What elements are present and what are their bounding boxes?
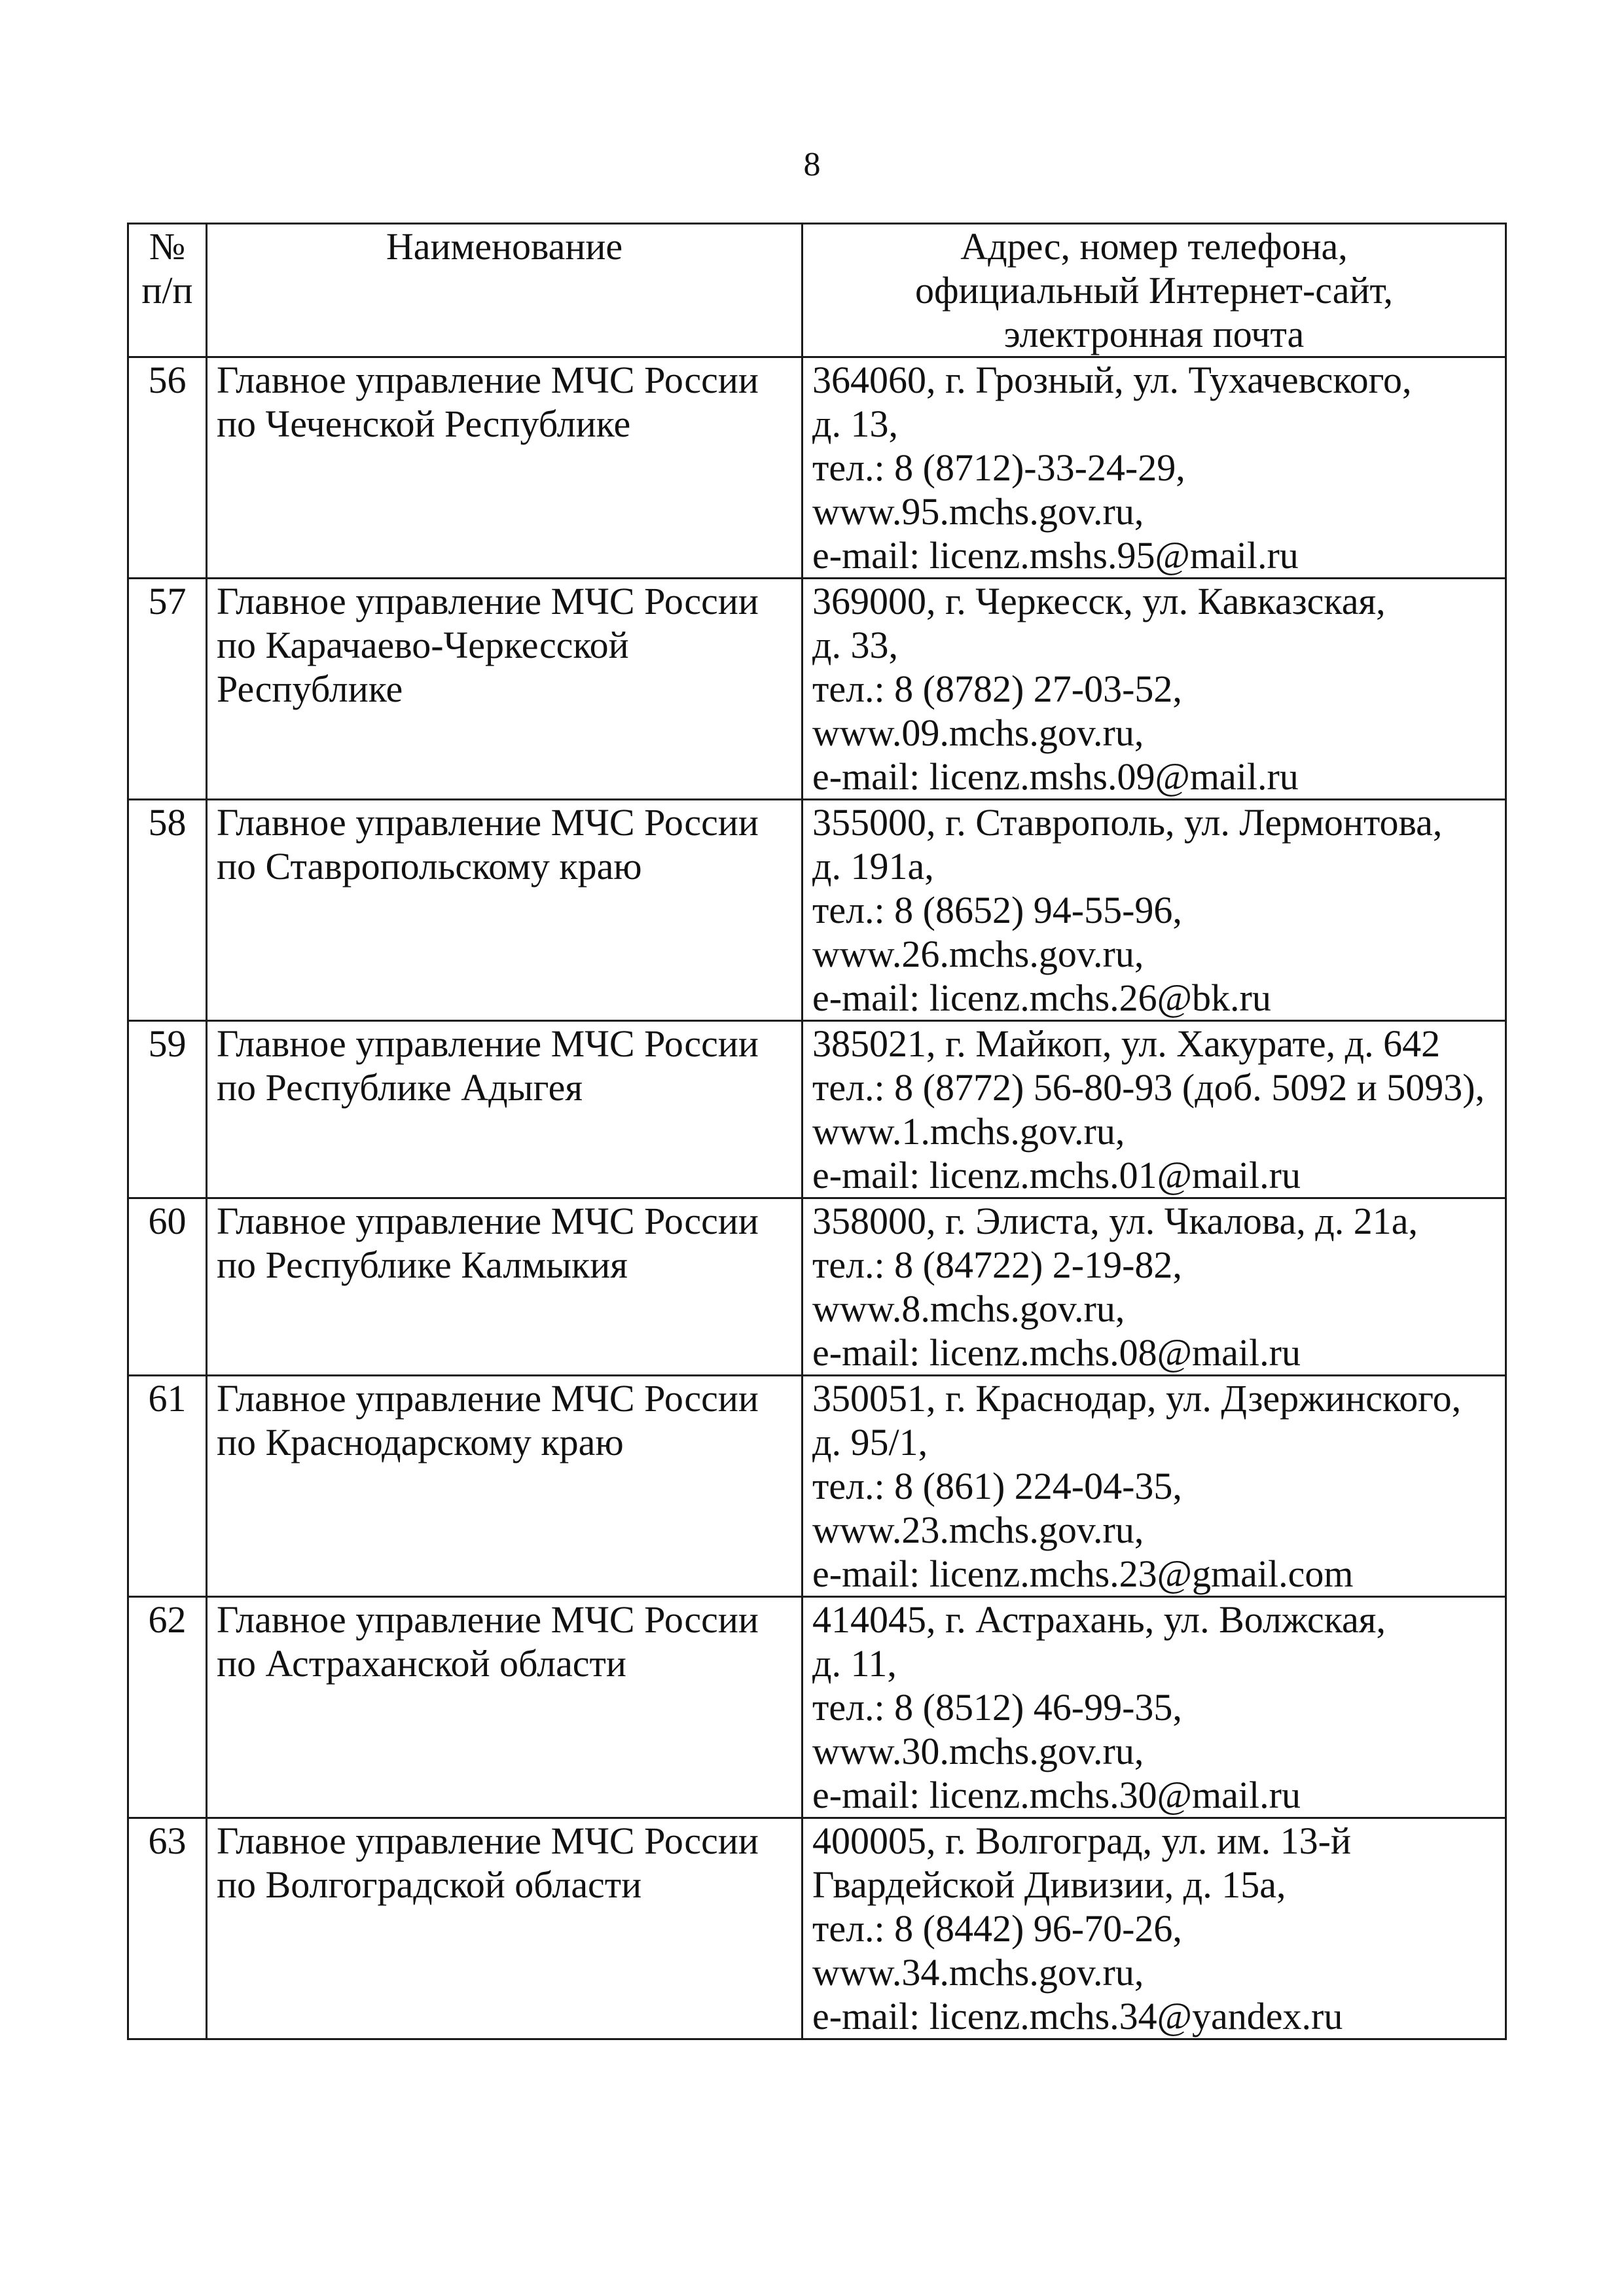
row-name: Главное управление МЧС России по Республике Калмыкия bbox=[207, 1198, 803, 1376]
table-row bbox=[128, 1376, 1506, 1597]
row-address: 385021, г. Майкоп, ул. Хакурате, д. 642 тел.: 8 (8772) 56-80-93 (доб. 5092 и 5093), www.1.mchs.gov.ru, e-mail: licenz.mchs.01@mail.ru bbox=[803, 1021, 1506, 1198]
row-number: 62 bbox=[128, 1597, 207, 1818]
header-name: Наименование bbox=[207, 224, 803, 357]
row-name: Главное управление МЧС России по Карачаево-Черкесской Республике bbox=[207, 579, 803, 800]
row-name: Главное управление МЧС России по Краснодарскому краю bbox=[207, 1376, 803, 1597]
row-number: 60 bbox=[128, 1198, 207, 1376]
header-addr: Адрес, номер телефона, официальный Интернет-сайт, электронная почта bbox=[803, 224, 1506, 357]
row-address: 355000, г. Ставрополь, ул. Лермонтова, д. 191а, тел.: 8 (8652) 94-55-96, www.26.mchs.gov.ru, e-mail: licenz.mchs.26@bk.ru bbox=[803, 800, 1506, 1021]
row-address: 350051, г. Краснодар, ул. Дзержинского, д. 95/1, тел.: 8 (861) 224-04-35, www.23.mchs.gov.ru, e-mail: licenz.mchs.23@gmail.com bbox=[803, 1376, 1506, 1597]
table-row bbox=[128, 1597, 1506, 1818]
row-number: 57 bbox=[128, 579, 207, 800]
page-number: 8 bbox=[803, 146, 821, 183]
table-header-row bbox=[128, 224, 1506, 357]
row-number: 63 bbox=[128, 1818, 207, 2039]
registry-table bbox=[127, 223, 1507, 2040]
row-address: 414045, г. Астрахань, ул. Волжская, д. 11, тел.: 8 (8512) 46-99-35, www.30.mchs.gov.ru, e-mail: licenz.mchs.30@mail.ru bbox=[803, 1597, 1506, 1818]
row-address: 400005, г. Волгоград, ул. им. 13-й Гвардейской Дивизии, д. 15а, тел.: 8 (8442) 96-70-26, www.34.mchs.gov.ru, e-mail: licenz.mchs.34@yandex.ru bbox=[803, 1818, 1506, 2039]
table-row bbox=[128, 800, 1506, 1021]
row-address: 358000, г. Элиста, ул. Чкалова, д. 21а, тел.: 8 (84722) 2-19-82, www.8.mchs.gov.ru, e-mail: licenz.mchs.08@mail.ru bbox=[803, 1198, 1506, 1376]
row-name: Главное управление МЧС России по Республике Адыгея bbox=[207, 1021, 803, 1198]
row-number: 59 bbox=[128, 1021, 207, 1198]
row-name: Главное управление МЧС России по Чеченской Республике bbox=[207, 357, 803, 579]
row-name: Главное управление МЧС России по Астраханской области bbox=[207, 1597, 803, 1818]
row-number: 61 bbox=[128, 1376, 207, 1597]
row-number: 58 bbox=[128, 800, 207, 1021]
row-name: Главное управление МЧС России по Ставропольскому краю bbox=[207, 800, 803, 1021]
header-num: № п/п bbox=[128, 224, 207, 357]
row-number: 56 bbox=[128, 357, 207, 579]
table-row bbox=[128, 1021, 1506, 1198]
table-row bbox=[128, 1198, 1506, 1376]
table-row bbox=[128, 579, 1506, 800]
row-address: 369000, г. Черкесск, ул. Кавказская, д. 33, тел.: 8 (8782) 27-03-52, www.09.mchs.gov.ru, e-mail: licenz.mshs.09@mail.ru bbox=[803, 579, 1506, 800]
row-address: 364060, г. Грозный, ул. Тухачевского, д. 13, тел.: 8 (8712)-33-24-29, www.95.mchs.gov.ru, e-mail: licenz.mshs.95@mail.ru bbox=[803, 357, 1506, 579]
table-row bbox=[128, 357, 1506, 579]
row-name: Главное управление МЧС России по Волгоградской области bbox=[207, 1818, 803, 2039]
table-row bbox=[128, 1818, 1506, 2039]
